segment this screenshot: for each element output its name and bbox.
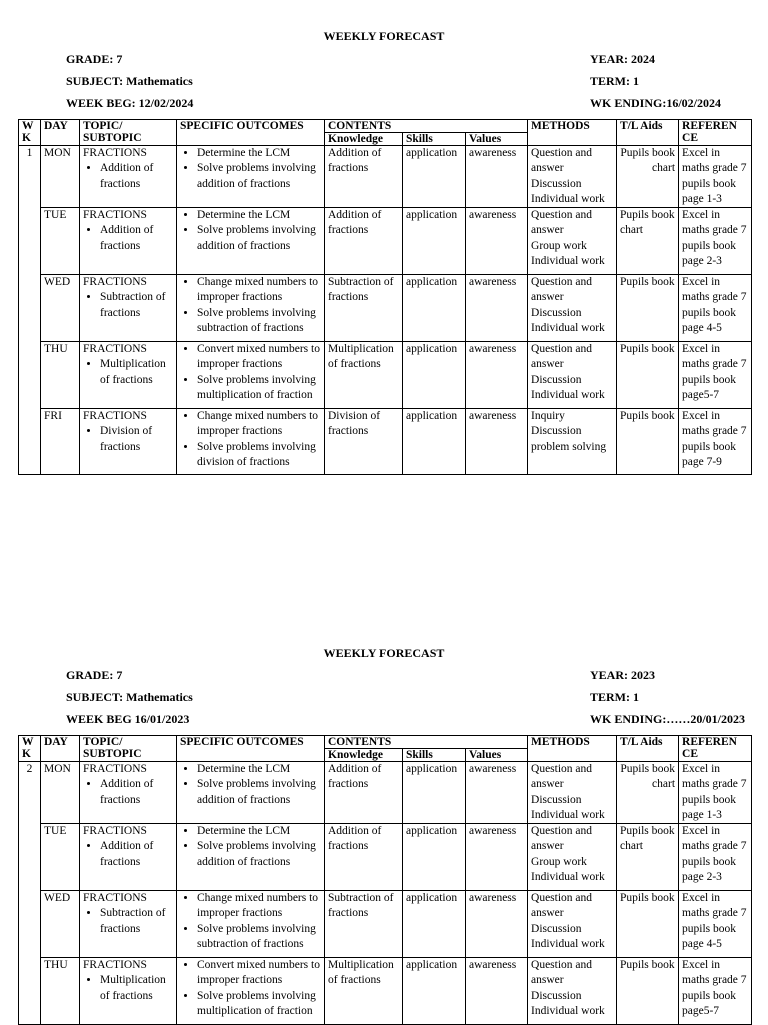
table-row bbox=[19, 891, 752, 958]
outcome-item: • Solve problems involving multiplication of fraction bbox=[197, 989, 321, 1020]
table-row bbox=[19, 762, 752, 824]
day-cell: FRI bbox=[41, 409, 80, 475]
method-item: Question and answer bbox=[531, 763, 593, 791]
forecast-table bbox=[18, 735, 752, 1025]
method-item: Question and answer bbox=[531, 959, 593, 987]
methods-cell bbox=[528, 208, 617, 275]
reference-cell: Excel in maths grade 7 pupils book page 4-5 bbox=[679, 891, 752, 958]
methods-cell bbox=[528, 762, 617, 824]
outcome-item: • Solve problems involving addition of fractions bbox=[197, 777, 321, 808]
methods-cell bbox=[528, 891, 617, 958]
forecast-title: WEEKLY FORECAST bbox=[323, 29, 445, 43]
topic-title: FRACTIONS bbox=[83, 959, 147, 972]
header-reference: REFEREN CE bbox=[679, 120, 752, 146]
subtopic-item: • Division of fractions bbox=[100, 424, 173, 455]
week-beg-label: WEEK BEG: 12/02/2024 bbox=[66, 96, 194, 110]
method-item: Inquiry bbox=[531, 410, 565, 423]
method-item: Question and answer bbox=[531, 147, 593, 175]
method-item: Individual work bbox=[531, 255, 605, 268]
subtopic-list bbox=[83, 424, 173, 455]
outcome-item: • Determine the LCM bbox=[197, 762, 321, 777]
day-cell: WED bbox=[41, 275, 80, 342]
topic-cell bbox=[80, 762, 177, 824]
aids-cell: Pupils book bbox=[617, 342, 679, 409]
header-methods: METHODS bbox=[528, 120, 617, 146]
outcome-item: • Convert mixed numbers to improper fractions bbox=[197, 958, 321, 989]
header-wk: W K bbox=[19, 736, 41, 762]
subtopic-item: • Addition of fractions bbox=[100, 223, 173, 254]
day-cell: MON bbox=[41, 146, 80, 208]
table-row bbox=[19, 208, 752, 275]
term-label: TERM: 1 bbox=[590, 690, 639, 704]
skills-cell: application bbox=[403, 342, 466, 409]
header-methods: METHODS bbox=[528, 736, 617, 762]
header-topic: TOPIC/ SUBTOPIC bbox=[80, 736, 177, 762]
topic-title: FRACTIONS bbox=[83, 276, 147, 289]
outcome-item: • Solve problems involving subtraction of fractions bbox=[197, 306, 321, 337]
outcome-list bbox=[180, 208, 321, 254]
day-cell: THU bbox=[41, 958, 80, 1025]
method-item: Group work bbox=[531, 855, 587, 868]
header-values: Values bbox=[466, 133, 528, 146]
topic-cell bbox=[80, 958, 177, 1025]
year-label: YEAR: 2023 bbox=[590, 668, 655, 682]
topic-title: FRACTIONS bbox=[83, 825, 147, 838]
reference-cell: Excel in maths grade 7 pupils book page5-7 bbox=[679, 342, 752, 409]
topic-title: FRACTIONS bbox=[83, 892, 147, 905]
outcome-list bbox=[180, 146, 321, 192]
aids-cell: Pupils book bbox=[617, 958, 679, 1025]
day-cell: TUE bbox=[41, 208, 80, 275]
term-label: TERM: 1 bbox=[590, 74, 639, 88]
knowledge-cell: Addition of fractions bbox=[325, 146, 403, 208]
method-item: Discussion bbox=[531, 989, 582, 1002]
method-item: Discussion bbox=[531, 373, 582, 386]
outcome-list bbox=[180, 342, 321, 403]
outcome-item: • Change mixed numbers to improper fractions bbox=[197, 275, 321, 306]
method-item: Discussion bbox=[531, 793, 582, 806]
table-row bbox=[19, 275, 752, 342]
header-aids: T/L Aids bbox=[617, 120, 679, 146]
subtopic-item: • Addition of fractions bbox=[100, 777, 173, 808]
skills-cell: application bbox=[403, 275, 466, 342]
outcome-item: • Change mixed numbers to improper fractions bbox=[197, 891, 321, 922]
topic-title: FRACTIONS bbox=[83, 209, 147, 222]
forecast-title: WEEKLY FORECAST bbox=[323, 646, 445, 660]
subtopic-item: • Subtraction of fractions bbox=[100, 906, 173, 937]
outcome-list bbox=[180, 275, 321, 336]
header-skills: Skills bbox=[403, 133, 466, 146]
outcome-item: • Solve problems involving addition of fractions bbox=[197, 223, 321, 254]
knowledge-cell: Subtraction of fractions bbox=[325, 891, 403, 958]
header-topic: TOPIC/ SUBTOPIC bbox=[80, 120, 177, 146]
week-beg-label: WEEK BEG 16/01/2023 bbox=[66, 712, 190, 726]
outcomes-cell bbox=[177, 958, 325, 1025]
method-item: Individual work bbox=[531, 192, 605, 205]
topic-cell bbox=[80, 146, 177, 208]
header-row bbox=[19, 736, 752, 749]
subtopic-item: • Addition of fractions bbox=[100, 839, 173, 870]
table-row bbox=[19, 342, 752, 409]
subject-label: SUBJECT: Mathematics bbox=[66, 74, 193, 88]
reference-cell: Excel in maths grade 7 pupils book page 1-3 bbox=[679, 762, 752, 824]
values-cell: awareness bbox=[466, 146, 528, 208]
outcome-item: • Determine the LCM bbox=[197, 146, 321, 161]
topic-cell bbox=[80, 342, 177, 409]
reference-cell: Excel in maths grade 7 pupils book page 2-3 bbox=[679, 824, 752, 891]
values-cell: awareness bbox=[466, 208, 528, 275]
reference-cell: Excel in maths grade 7 pupils book page 4-5 bbox=[679, 275, 752, 342]
method-item: Question and answer bbox=[531, 209, 593, 237]
outcomes-cell bbox=[177, 891, 325, 958]
topic-cell bbox=[80, 275, 177, 342]
skills-cell: application bbox=[403, 891, 466, 958]
method-item: Individual work bbox=[531, 938, 605, 951]
table-row bbox=[19, 146, 752, 208]
week-number: 1 bbox=[19, 146, 41, 475]
values-cell: awareness bbox=[466, 824, 528, 891]
day-cell: THU bbox=[41, 342, 80, 409]
method-item: Individual work bbox=[531, 389, 605, 402]
method-item: Discussion bbox=[531, 922, 582, 935]
outcomes-cell bbox=[177, 409, 325, 475]
day-cell: MON bbox=[41, 762, 80, 824]
outcome-list bbox=[180, 762, 321, 808]
week-number: 2 bbox=[19, 762, 41, 1025]
table-row bbox=[19, 409, 752, 475]
methods-cell bbox=[528, 146, 617, 208]
skills-cell: application bbox=[403, 762, 466, 824]
header-skills: Skills bbox=[403, 749, 466, 762]
subtopic-list bbox=[83, 161, 173, 192]
aids-cell: Pupils book bbox=[617, 275, 679, 342]
skills-cell: application bbox=[403, 146, 466, 208]
outcomes-cell bbox=[177, 824, 325, 891]
outcome-list bbox=[180, 891, 321, 952]
subtopic-item: • Subtraction of fractions bbox=[100, 290, 173, 321]
outcome-item: • Solve problems involving subtraction of fractions bbox=[197, 922, 321, 953]
day-cell: WED bbox=[41, 891, 80, 958]
subtopic-item: • Addition of fractions bbox=[100, 161, 173, 192]
subtopic-list bbox=[83, 973, 173, 1004]
header-row bbox=[19, 120, 752, 133]
knowledge-cell: Multiplication of fractions bbox=[325, 958, 403, 1025]
topic-cell bbox=[80, 409, 177, 475]
methods-cell bbox=[528, 409, 617, 475]
outcomes-cell bbox=[177, 275, 325, 342]
header-wk: W K bbox=[19, 120, 41, 146]
method-item: Individual work bbox=[531, 808, 605, 821]
method-item: Discussion bbox=[531, 306, 582, 319]
reference-cell: Excel in maths grade 7 pupils book page 1-3 bbox=[679, 146, 752, 208]
table-row bbox=[19, 958, 752, 1025]
table-row bbox=[19, 824, 752, 891]
outcomes-cell bbox=[177, 762, 325, 824]
wk-ending-label: WK ENDING:16/02/2024 bbox=[590, 96, 722, 110]
values-cell: awareness bbox=[466, 762, 528, 824]
outcome-list bbox=[180, 409, 321, 470]
knowledge-cell: Addition of fractions bbox=[325, 208, 403, 275]
outcomes-cell bbox=[177, 208, 325, 275]
values-cell: awareness bbox=[466, 958, 528, 1025]
subtopic-list bbox=[83, 777, 173, 808]
topic-cell bbox=[80, 824, 177, 891]
methods-cell bbox=[528, 342, 617, 409]
method-item: Question and answer bbox=[531, 825, 593, 853]
year-label: YEAR: 2024 bbox=[590, 52, 655, 66]
topic-title: FRACTIONS bbox=[83, 343, 147, 356]
method-item: Question and answer bbox=[531, 276, 593, 304]
aids-cell: Pupils book chart bbox=[617, 824, 679, 891]
topic-cell bbox=[80, 208, 177, 275]
skills-cell: application bbox=[403, 824, 466, 891]
header-outcomes: SPECIFIC OUTCOMES bbox=[177, 120, 325, 146]
reference-cell: Excel in maths grade 7 pupils book page 7-9 bbox=[679, 409, 752, 475]
method-item: problem solving bbox=[531, 440, 607, 453]
header-knowledge: Knowledge bbox=[325, 133, 403, 146]
skills-cell: application bbox=[403, 958, 466, 1025]
knowledge-cell: Division of fractions bbox=[325, 409, 403, 475]
method-item: Discussion bbox=[531, 425, 582, 438]
knowledge-cell: Addition of fractions bbox=[325, 824, 403, 891]
knowledge-cell: Addition of fractions bbox=[325, 762, 403, 824]
subtopic-item: • Multiplication of fractions bbox=[100, 357, 173, 388]
method-item: Individual work bbox=[531, 871, 605, 884]
outcome-list bbox=[180, 824, 321, 870]
skills-cell: application bbox=[403, 208, 466, 275]
aids-cell: Pupils book bbox=[617, 891, 679, 958]
header-aids: T/L Aids bbox=[617, 736, 679, 762]
aids-cell: Pupils book chart bbox=[617, 146, 679, 208]
subtopic-list bbox=[83, 906, 173, 937]
reference-cell: Excel in maths grade 7 pupils book page5-7 bbox=[679, 958, 752, 1025]
method-item: Question and answer bbox=[531, 892, 593, 920]
subtopic-list bbox=[83, 223, 173, 254]
outcomes-cell bbox=[177, 146, 325, 208]
grade-label: GRADE: 7 bbox=[66, 668, 123, 682]
outcome-item: • Solve problems involving addition of fractions bbox=[197, 839, 321, 870]
method-item: Discussion bbox=[531, 177, 582, 190]
header-reference: REFEREN CE bbox=[679, 736, 752, 762]
values-cell: awareness bbox=[466, 275, 528, 342]
grade-label: GRADE: 7 bbox=[66, 52, 123, 66]
aids-cell: Pupils book chart bbox=[617, 762, 679, 824]
header-values: Values bbox=[466, 749, 528, 762]
header-contents: CONTENTS bbox=[325, 120, 528, 133]
methods-cell bbox=[528, 824, 617, 891]
outcome-item: • Determine the LCM bbox=[197, 824, 321, 839]
topic-title: FRACTIONS bbox=[83, 410, 147, 423]
skills-cell: application bbox=[403, 409, 466, 475]
method-item: Individual work bbox=[531, 1005, 605, 1018]
forecast-table bbox=[18, 119, 752, 475]
subtopic-list bbox=[83, 290, 173, 321]
aids-cell: Pupils book chart bbox=[617, 208, 679, 275]
method-item: Group work bbox=[531, 239, 587, 252]
subtopic-item: • Multiplication of fractions bbox=[100, 973, 173, 1004]
header-day: DAY bbox=[41, 736, 80, 762]
outcome-item: • Solve problems involving multiplication of fraction bbox=[197, 373, 321, 404]
values-cell: awareness bbox=[466, 891, 528, 958]
method-item: Individual work bbox=[531, 322, 605, 335]
header-contents: CONTENTS bbox=[325, 736, 528, 749]
header-outcomes: SPECIFIC OUTCOMES bbox=[177, 736, 325, 762]
subtopic-list bbox=[83, 839, 173, 870]
header-day: DAY bbox=[41, 120, 80, 146]
outcome-item: • Solve problems involving addition of fractions bbox=[197, 161, 321, 192]
knowledge-cell: Subtraction of fractions bbox=[325, 275, 403, 342]
day-cell: TUE bbox=[41, 824, 80, 891]
topic-cell bbox=[80, 891, 177, 958]
methods-cell bbox=[528, 275, 617, 342]
outcome-item: • Determine the LCM bbox=[197, 208, 321, 223]
subtopic-list bbox=[83, 357, 173, 388]
knowledge-cell: Multiplication of fractions bbox=[325, 342, 403, 409]
outcome-item: • Solve problems involving division of fractions bbox=[197, 440, 321, 471]
aids-cell: Pupils book bbox=[617, 409, 679, 475]
wk-ending-label: WK ENDING:……20/01/2023 bbox=[590, 712, 746, 726]
outcome-item: • Convert mixed numbers to improper fractions bbox=[197, 342, 321, 373]
outcome-list bbox=[180, 958, 321, 1019]
reference-cell: Excel in maths grade 7 pupils book page 2-3 bbox=[679, 208, 752, 275]
header-knowledge: Knowledge bbox=[325, 749, 403, 762]
method-item: Question and answer bbox=[531, 343, 593, 371]
values-cell: awareness bbox=[466, 409, 528, 475]
topic-title: FRACTIONS bbox=[83, 147, 147, 159]
outcome-item: • Change mixed numbers to improper fractions bbox=[197, 409, 321, 440]
values-cell: awareness bbox=[466, 342, 528, 409]
subject-label: SUBJECT: Mathematics bbox=[66, 690, 193, 704]
methods-cell bbox=[528, 958, 617, 1025]
topic-title: FRACTIONS bbox=[83, 763, 147, 775]
outcomes-cell bbox=[177, 342, 325, 409]
